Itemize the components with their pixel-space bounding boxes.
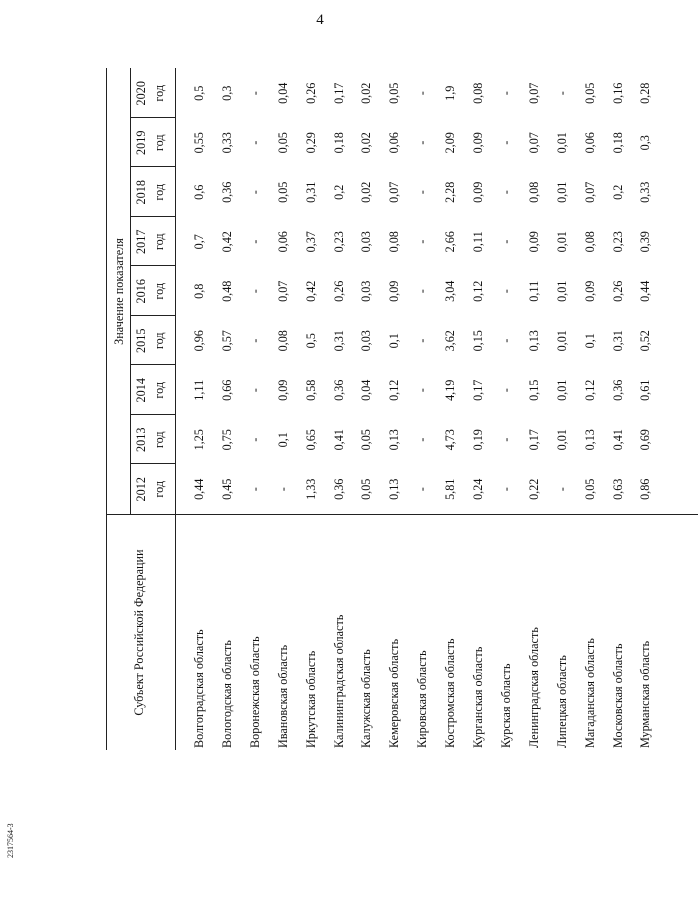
table-cell: 0,39	[638, 231, 653, 253]
region-name: Липецкая область	[554, 655, 569, 748]
table-cell: 0,22	[526, 478, 541, 500]
table-cell: 0,17	[331, 82, 346, 104]
table-cell: 0,58	[303, 379, 318, 401]
table-cell: 0,08	[526, 181, 541, 203]
table-cell: 0,09	[526, 231, 541, 253]
year-unit-label: год	[152, 84, 166, 102]
table-cell: 0,01	[554, 429, 569, 451]
table-cell: 0,8	[192, 283, 206, 299]
table-cell: 0,05	[359, 478, 374, 500]
table-cell: 0,08	[471, 82, 485, 104]
table-cell: 0,12	[582, 379, 597, 401]
region-name: Волгоградская область	[192, 629, 206, 748]
table-cell: 0,08	[275, 330, 290, 352]
table-cell: 0,26	[303, 82, 318, 104]
table-cell: 0,15	[471, 330, 485, 352]
table-cell: -	[247, 239, 262, 244]
table-cell: 0,07	[275, 280, 290, 302]
document-code: 2317564-3	[6, 823, 15, 858]
table-cell: 5,81	[443, 478, 458, 500]
table-cell: 1,11	[192, 379, 206, 401]
table-cell: 0,05	[275, 181, 290, 203]
table-cell: 0,6	[192, 184, 206, 200]
table-cell: -	[247, 388, 262, 393]
table-cell: 0,07	[526, 82, 541, 104]
table-cell: 0,48	[219, 280, 234, 302]
table-cell: 0,07	[387, 181, 402, 203]
table-cell: 0,37	[303, 231, 318, 253]
year-header-2013: 2013	[134, 427, 148, 452]
table-cell: -	[415, 91, 430, 96]
table-cell: -	[498, 338, 513, 343]
table-cell: 0,44	[192, 478, 206, 500]
table-cell: -	[498, 239, 513, 244]
table-cell: -	[275, 487, 290, 492]
table-cell: 0,09	[471, 132, 485, 154]
table-cell: -	[415, 239, 430, 244]
header-bottom-rule	[175, 68, 176, 750]
header-top-rule	[106, 68, 107, 750]
table-cell: 0,65	[303, 429, 318, 451]
table-cell: 0,01	[554, 330, 569, 352]
table-cell: 0,29	[303, 132, 318, 154]
table-cell: -	[247, 91, 262, 96]
table-cell: 0,66	[219, 379, 234, 401]
table-cell: -	[554, 487, 569, 492]
table-cell: 0,07	[582, 181, 597, 203]
table-cell: -	[415, 388, 430, 393]
table-cell: -	[247, 437, 262, 442]
year-unit-label: год	[152, 381, 166, 399]
table-cell: 0,09	[582, 280, 597, 302]
table-cell: 0,06	[387, 132, 402, 154]
table-cell: 0,02	[359, 82, 374, 104]
region-name: Курская область	[498, 663, 513, 748]
table-cell: -	[498, 487, 513, 492]
table-cell: 0,03	[359, 280, 374, 302]
table-cell: 0,2	[331, 184, 346, 200]
year-unit-label: год	[152, 480, 166, 498]
table-cell: 2,66	[443, 231, 458, 253]
table-cell: 0,03	[359, 231, 374, 253]
table-cell: 0,52	[638, 330, 653, 352]
table-cell: 0,15	[526, 379, 541, 401]
table-cell: 0,05	[359, 429, 374, 451]
region-name: Московская область	[610, 643, 625, 748]
table-cell: 0,63	[610, 478, 625, 500]
table-cell: 0,31	[610, 330, 625, 352]
table-cell: 0,24	[471, 478, 485, 500]
table-cell: -	[498, 437, 513, 442]
table-cell: 0,1	[275, 432, 290, 448]
table-cell: -	[498, 289, 513, 294]
region-name: Курганская область	[471, 646, 485, 748]
table-cell: 1,25	[192, 429, 206, 451]
table-cell: 1,33	[303, 478, 318, 500]
page-number: 4	[316, 12, 324, 28]
value-header-rule	[130, 68, 131, 515]
region-name: Кировская область	[415, 650, 430, 748]
table-cell: 0,61	[638, 379, 653, 401]
table-cell: 0,55	[192, 132, 206, 154]
table-cell: 1,9	[443, 85, 458, 101]
table-cell: 0,11	[471, 231, 485, 253]
table-cell: -	[498, 190, 513, 195]
table-cell: -	[415, 190, 430, 195]
table-cell: 0,05	[582, 82, 597, 104]
table-cell: -	[247, 289, 262, 294]
value-column-header: Значение показателя	[112, 238, 126, 345]
table-cell: 0,18	[610, 132, 625, 154]
table-cell: 0,11	[526, 280, 541, 302]
table-cell: -	[415, 140, 430, 145]
year-header-2014: 2014	[134, 378, 148, 403]
region-name: Иркутская область	[303, 650, 318, 748]
table-cell: 0,01	[554, 231, 569, 253]
table-cell: -	[247, 190, 262, 195]
table-cell: 0,33	[219, 132, 234, 154]
table-cell: 0,86	[638, 478, 653, 500]
table-cell: 0,1	[582, 333, 597, 349]
table-cell: 4,73	[443, 429, 458, 451]
year-header-2015: 2015	[134, 328, 148, 353]
table-cell: 0,04	[275, 82, 290, 104]
subject-column-header: Субъект Российской Федерации	[132, 549, 146, 716]
table-cell: 0,02	[359, 132, 374, 154]
region-name: Воронежская область	[247, 636, 262, 748]
table-cell: 0,3	[219, 85, 234, 101]
table-cell: 3,62	[443, 330, 458, 352]
region-name: Мурманская область	[638, 640, 653, 748]
table-cell: -	[554, 91, 569, 96]
year-unit-label: год	[152, 233, 166, 251]
table-cell: 0,04	[359, 379, 374, 401]
region-name: Костромская область	[443, 638, 458, 748]
subject-column-divider	[106, 514, 698, 515]
table-cell: 0,05	[582, 478, 597, 500]
table-cell: -	[247, 487, 262, 492]
table-cell: 0,41	[610, 429, 625, 451]
region-name: Кемеровская область	[387, 638, 402, 748]
table-cell: 0,3	[638, 135, 653, 151]
table-cell: 0,01	[554, 132, 569, 154]
year-unit-label: год	[152, 183, 166, 201]
table-cell: 0,12	[471, 280, 485, 302]
table-cell: 0,45	[219, 478, 234, 500]
table-cell: 0,57	[219, 330, 234, 352]
year-header-2017: 2017	[134, 229, 148, 254]
table-cell: -	[415, 437, 430, 442]
table-cell: -	[498, 140, 513, 145]
table-cell: 0,36	[331, 478, 346, 500]
table-cell: 0,05	[387, 82, 402, 104]
table-cell: 0,2	[610, 184, 625, 200]
region-name: Вологодская область	[219, 640, 234, 748]
table-cell: 0,23	[331, 231, 346, 253]
table-cell: 0,36	[219, 181, 234, 203]
year-header-2020: 2020	[134, 81, 148, 106]
table-cell: 0,44	[638, 280, 653, 302]
table-cell: 0,36	[610, 379, 625, 401]
table-cell: 0,33	[638, 181, 653, 203]
table-cell: 0,01	[554, 379, 569, 401]
table-cell: 0,16	[610, 82, 625, 104]
table-cell: 0,08	[582, 231, 597, 253]
year-unit-label: год	[152, 332, 166, 350]
year-header-2012: 2012	[134, 477, 148, 502]
table-cell: -	[415, 487, 430, 492]
year-header-2016: 2016	[134, 279, 148, 304]
table-cell: -	[498, 91, 513, 96]
table-cell: 0,42	[219, 231, 234, 253]
table-cell: 0,1	[387, 333, 402, 349]
table-cell: 0,28	[638, 82, 653, 104]
table-cell: 0,69	[638, 429, 653, 451]
year-header-2018: 2018	[134, 180, 148, 205]
table-cell: -	[498, 388, 513, 393]
table-cell: 0,09	[387, 280, 402, 302]
table-cell: 0,03	[359, 330, 374, 352]
table-cell: 0,13	[582, 429, 597, 451]
table-cell: 0,5	[192, 85, 206, 101]
table-cell: 2,28	[443, 181, 458, 203]
table-cell: 0,26	[610, 280, 625, 302]
table-cell: 0,75	[219, 429, 234, 451]
table-cell: -	[415, 338, 430, 343]
table-cell: 0,01	[554, 280, 569, 302]
region-name: Магаданская область	[582, 638, 597, 748]
table-cell: 0,96	[192, 330, 206, 352]
region-name: Ленинградская область	[526, 627, 541, 748]
table-cell: 0,02	[359, 181, 374, 203]
table-cell: -	[415, 289, 430, 294]
table-cell: -	[247, 140, 262, 145]
table-cell: 0,19	[471, 429, 485, 451]
data-table	[88, 60, 698, 760]
table-cell: 0,12	[387, 379, 402, 401]
region-name: Калужская область	[359, 649, 374, 748]
region-name: Калининградская область	[331, 614, 346, 748]
table-cell: 0,13	[387, 429, 402, 451]
table-cell: -	[247, 338, 262, 343]
table-cell: 0,09	[471, 181, 485, 203]
table-cell: 3,04	[443, 280, 458, 302]
year-unit-label: год	[152, 282, 166, 300]
table-cell: 0,41	[331, 429, 346, 451]
table-cell: 0,13	[387, 478, 402, 500]
table-cell: 0,42	[303, 280, 318, 302]
table-cell: 0,06	[582, 132, 597, 154]
table-cell: 0,23	[610, 231, 625, 253]
table-cell: 4,19	[443, 379, 458, 401]
table-cell: 0,7	[192, 234, 206, 250]
table-cell: 0,17	[526, 429, 541, 451]
table-cell: 0,36	[331, 379, 346, 401]
table-cell: 0,13	[526, 330, 541, 352]
table-cell: 0,08	[387, 231, 402, 253]
table-cell: 0,31	[331, 330, 346, 352]
table-cell: 0,06	[275, 231, 290, 253]
table-cell: 0,26	[331, 280, 346, 302]
table-cell: 0,01	[554, 181, 569, 203]
year-header-2019: 2019	[134, 130, 148, 155]
year-unit-label: год	[152, 134, 166, 152]
table-cell: 0,09	[275, 379, 290, 401]
table-cell: 0,07	[526, 132, 541, 154]
year-unit-label: год	[152, 431, 166, 449]
region-name: Ивановская область	[275, 644, 290, 748]
table-cell: 0,05	[275, 132, 290, 154]
table-cell: 0,17	[471, 379, 485, 401]
table-cell: 0,31	[303, 181, 318, 203]
table-cell: 0,18	[331, 132, 346, 154]
table-cell: 0,5	[303, 333, 318, 349]
table-cell: 2,09	[443, 132, 458, 154]
